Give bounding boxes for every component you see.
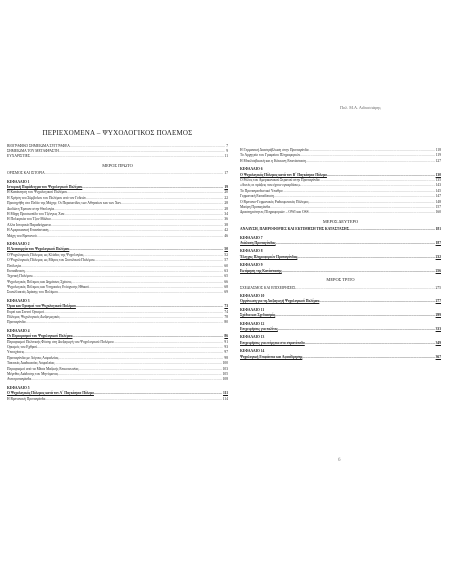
toc-row[interactable]: Μαύρη Προπαγάνδα ..... 157 (240, 205, 441, 210)
part-row[interactable]: ΟΡΙΣΜΟΣ ΚΑΙ ΙΣΤΟΡΙΑ ..... 17 (7, 171, 228, 176)
toc-row[interactable]: Μέγεθος Διάδοσης του Μηνύματος ..... 105 (7, 372, 228, 377)
chapter-title-row[interactable]: Έλεγχος Πληροφοριών Προπαγάνδας ..... 232 (240, 255, 441, 260)
chapter-label: ΚΕΦΑΛΑΙΟ 5 (7, 385, 30, 390)
chapter-title-row[interactable]: Επιχειρήσεις για ενέργεια στο στρατόπεδο ..... 349 (240, 341, 441, 346)
chapter-title-row[interactable]: Οι Περιορισμοί του Ψυχολογικού Πολέμου ..... 86 (7, 334, 228, 339)
toc-row[interactable]: Η Μάχη Προσκοπίδο του Τζένγκις Χαν ..... 34 (7, 212, 228, 217)
toc-row[interactable]: ΕΥΧΑΡΙΣΤΙΕΣ ..... 11 (7, 154, 228, 159)
toc-row[interactable]: Ευρεί και Στενοί Ορισμοί ..... 74 (7, 310, 228, 315)
chapter-title-row[interactable]: Ο Ψυχολογικός Πόλεμος κατά τον Β΄ Παγκόσμιο Πόλεμο ..... 130 (240, 173, 441, 178)
chapter-title-row[interactable]: Ιστορική Παράδειγμα του Ψυχολογικού Πολέμου ..... 19 (7, 185, 228, 190)
toc-row[interactable]: Η Βρετανική Προπαγάνδα ..... 114 (7, 397, 228, 402)
toc-left-column (7, 128, 228, 402)
chapter-label: ΚΕΦΑΛΑΙΟ 7 (240, 235, 263, 240)
chapter-label: ΚΕΦΑΛΑΙΟ 1 (7, 179, 30, 184)
chapter-title-row[interactable]: Επιχειρήσεις για πολίτες ..... 333 (240, 327, 441, 332)
toc-row[interactable]: Η Χρήση του Σύμβολου του Πολέμου από τον Γεδεών ..... 22 (7, 196, 228, 201)
toc-row[interactable]: Μάχη του Βρετανού ..... 46 (7, 234, 228, 239)
chapter-label: ΚΕΦΑΛΑΙΟ 14 (240, 349, 265, 354)
chapter-label: ΚΕΦΑΛΑΙΟ 10 (240, 294, 265, 299)
toc-row[interactable]: Τακτικές Διαδικασίες Ασφαλείας ..... 100 (7, 361, 228, 366)
toc-right-column (240, 148, 441, 360)
toc-row[interactable]: Περιορισμοί από τα Μέσα Μαζικής Επικοινωνίας ..... 103 (7, 367, 228, 372)
page-number: 6 (338, 458, 341, 463)
toc-row[interactable]: Ο Ρόλος του Αμερικανικού Στρατού στην Προπαγάνδα ..... 135 (240, 178, 441, 183)
toc-row[interactable]: Ο Βρετανο-Γερμανικός Ραδιοφωνικός Πόλεμος ..... 148 (240, 200, 441, 205)
toc-row[interactable]: Ο Ψυχολογικός Πόλεμος ως Μέρος του Συνολικού Πολέμου ..... 57 (7, 258, 228, 263)
chapter-label: ΚΕΦΑΛΑΙΟ 8 (240, 249, 263, 254)
toc-row[interactable]: Η Πολιορκία του Τζον Μάλκο ..... 36 (7, 217, 228, 222)
page-title: ΠΕΡΙΕΧΟΜΕΝΑ – ΨΥΧΟΛΟΓΙΚΟΣ ΠΟΛΕΜΟΣ (42, 129, 193, 137)
chapter-title-row[interactable]: Ο Ψυχολογικός Πόλεμος κατά τον Α΄ Παγκόσμιο Πόλεμο ..... 111 (7, 391, 228, 396)
toc-row[interactable]: Γερμανική Εκπαίδευση ..... 147 (240, 194, 441, 199)
toc-row[interactable]: Προπαγάνδα με Λόγους Ασφαλείας ..... 98 (7, 356, 228, 361)
toc-row[interactable]: «Αυτές οι πράξεις που έχουν εγκαρδίους» ..... 143 (240, 183, 441, 188)
toc-row[interactable]: Υποσχέσεις ..... 97 (7, 350, 228, 355)
chapter-title-row[interactable]: Ανάλυση Προπαγάνδας ..... 187 (240, 241, 441, 246)
toc-row[interactable]: Η Γερμανική Διαστρέβλωση στην Προπαγάνδα ..... 118 (240, 148, 441, 153)
toc-row[interactable]: Συναλλακτές Δράσης του Πολέμου ..... 69 (7, 290, 228, 295)
toc-row[interactable]: Διοδώτη Έρευνα στην Θεολογία ..... 28 (7, 207, 228, 212)
front-matter (7, 144, 228, 160)
toc-row[interactable]: Το Αρχηγείο του Γραφείου Πληροφοριών ..... 119 (240, 153, 441, 158)
toc-row[interactable]: Δραστηριότητες Πληροφοριών – OWI και OSS ..... 160 (240, 210, 441, 215)
toc-row[interactable]: Πόλεμος Ψυχολογικός Διεξαγωγικός ..... 78 (7, 315, 228, 320)
chapter-title-row[interactable]: Όρια και Ορισμοί του Ψυχολογικού Πολέμου ..... 73 (7, 304, 228, 309)
toc-row[interactable]: Ψυχολογικός Πόλεμος και Υπηρεσίες Ενίσχυσης Ηθικού ..... 68 (7, 285, 228, 290)
toc-row[interactable]: Ορισμός του Εχθρού ..... 93 (7, 345, 228, 350)
chapter-label: ΚΕΦΑΛΑΙΟ 3 (7, 298, 30, 303)
toc-row[interactable]: Προσηγήθη στο Πεδίο της Μάχης: Οι Περσιανίδες των Αθηναίων και των Χαν ..... 28 (7, 201, 228, 206)
toc-row[interactable]: ΒΙΟΓΡΑΦΙΚΟ ΣΗΜΕΙΩΜΑ ΣΥΓΓΡΑΦΕΑ ..... 7 (7, 144, 228, 149)
toc-row[interactable]: Αντιπροπαγάνδα ..... 108 (7, 377, 228, 382)
chapter-title-row[interactable]: Εκτίμηση της Κατάστασης ..... 256 (240, 269, 441, 274)
toc-row[interactable]: Πεύλογία ..... 60 (7, 264, 228, 269)
part-heading: ΜΕΡΟΣ ΠΡΩΤΟ (102, 162, 133, 168)
chapter-label: ΚΕΦΑΛΑΙΟ 11 (240, 307, 265, 312)
part-heading: ΜΕΡΟΣ ΤΡΙΤΟ (326, 277, 355, 283)
toc-row[interactable]: Το Προπαγανδιστικό Υπαθρο ..... 145 (240, 189, 441, 194)
toc-row[interactable]: ΣΗΜΕΙΩΜΑ ΤΟΥ ΜΕΤΑΦΡΑΣΤΗ ..... 9 (7, 149, 228, 154)
header-credit: Πολ. Μ.Α. Αιδυσσιάρης (340, 105, 381, 110)
chapter-title-row[interactable]: Ψυχολογική Επιφάνεια και Αφαιίδρησης ..... 367 (240, 355, 441, 360)
toc-row[interactable]: Αλλα Ιστορικά Παραδείγματα ..... 38 (7, 223, 228, 228)
chapter-label: ΚΕΦΑΛΑΙΟ 13 (240, 335, 265, 340)
toc-row[interactable]: Προπαγάνδα ..... 80 (7, 320, 228, 325)
part-heading: ΜΕΡΟΣ ΔΕΥΤΕΡΟ (322, 218, 359, 224)
chapter-label: ΚΕΦΑΛΑΙΟ 2 (7, 241, 30, 246)
toc-row[interactable]: Η Μπολσεβικική και η Κόκκινη Επανάσταση ..... 127 (240, 159, 441, 164)
toc-row[interactable]: Εκπαίδευση ..... 63 (7, 269, 228, 274)
toc-row[interactable]: Ψυχολογικός Πόλεμος και Δημόσιες Σχέσεις ..... 66 (7, 280, 228, 285)
chapter-label: ΚΕΦΑΛΑΙΟ 9 (240, 263, 263, 268)
toc-row[interactable]: Περιορισμοί Πολιτικής Φύσης στη Διεξαγωγή του Ψυχολογικού Πολέμου ..... 91 (7, 340, 228, 345)
chapter-label: ΚΕΦΑΛΑΙΟ 6 (240, 167, 263, 172)
chapter-label: ΚΕΦΑΛΑΙΟ 12 (240, 321, 265, 326)
part-row[interactable]: ΑΝΑΛΥΣΗ, ΠΛΗΡΟΦΟΡΙΕΣ ΚΑΙ ΕΚΤΙΜΗΣΗ ΤΗΣ ΚΑΤΑΣΤΑΣΗΣ ..... 181 (240, 227, 441, 232)
toc-row[interactable]: Η Αμερικανική Επανάσταση ..... 42 (7, 228, 228, 233)
chapter-title-row[interactable]: Οργάνωση για τη Διεξαγωγή Ψυχολογικού Πολέμου ..... 277 (240, 299, 441, 304)
toc-row[interactable]: Η Κατάκτηση του Ψυχολογικού Πολέμου ..... 20 (7, 190, 228, 195)
chapter-title-row[interactable]: Σχέδια και Σχεδιασμός ..... 299 (240, 313, 441, 318)
part-row[interactable]: ΣΧΕΔΙΑΣΜΟΣ ΚΑΙ ΕΠΙΧΕΙΡΗΣΕΙΣ ..... 275 (240, 286, 441, 291)
toc-row[interactable]: Τεχνική Πολέμου ..... 65 (7, 274, 228, 279)
chapter-title-row[interactable]: Η Λειτουργία του Ψυχολογικού Πολέμου ..... 50 (7, 247, 228, 252)
chapter-label: ΚΕΦΑΛΑΙΟ 4 (7, 328, 30, 333)
toc-row[interactable]: Ο Ψυχολογικός Πόλεμος ως Κλάδος της Ψυχολογίας ..... 52 (7, 253, 228, 258)
